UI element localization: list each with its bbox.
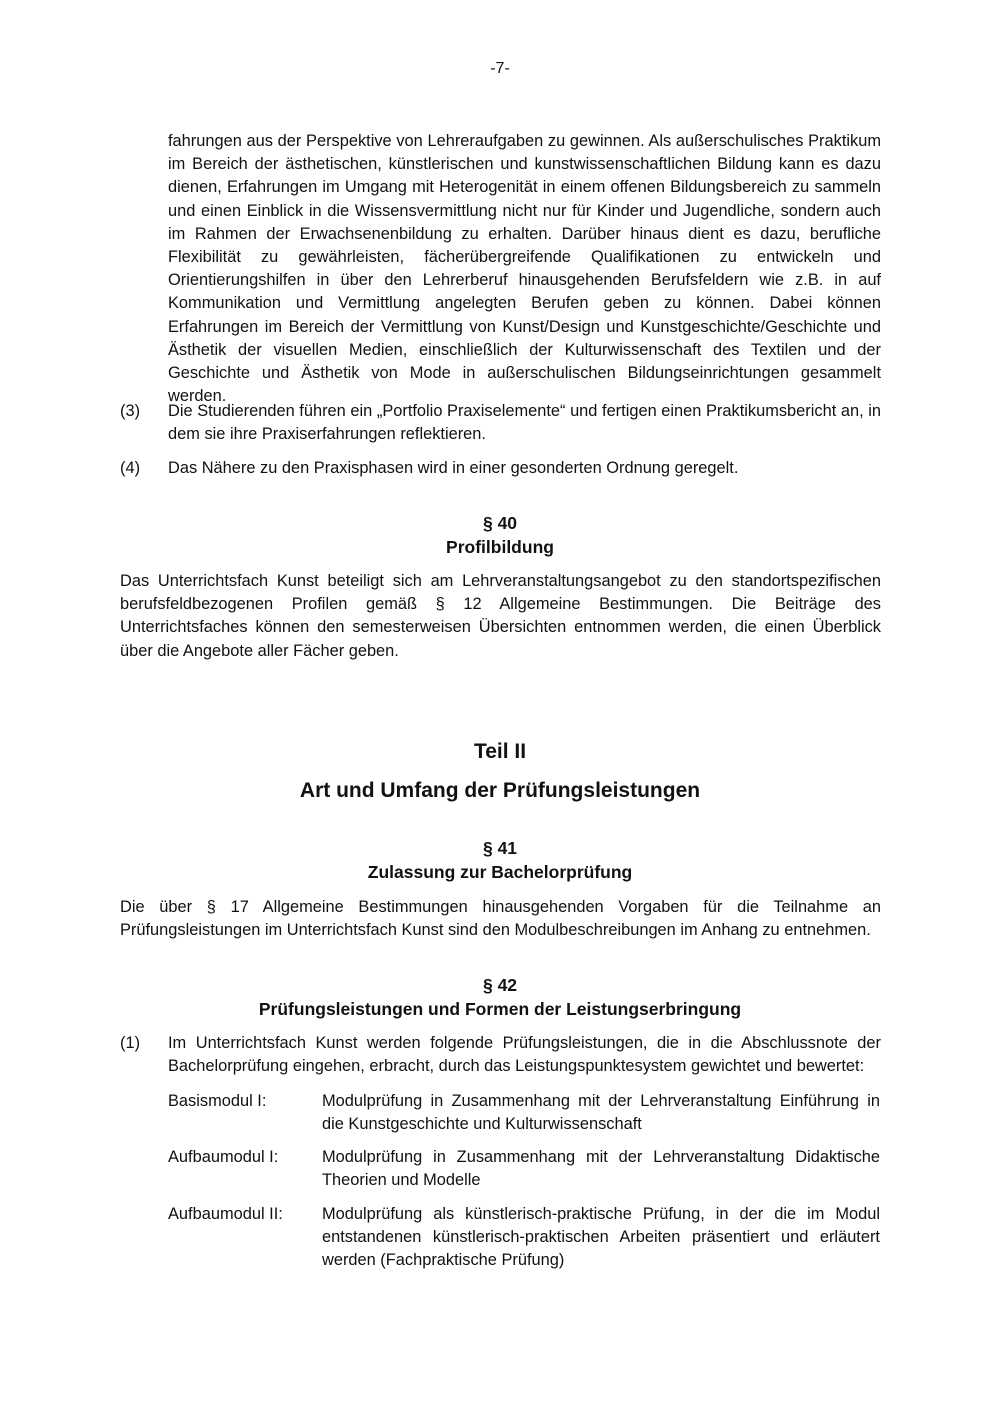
page-number: -7- [490, 60, 510, 77]
item-text: Im Unterrichtsfach Kunst werden folgende Prüfungsleistungen, die in die Abschlussnote der Bachelorprüfung eingehen, erbracht, durch das Leistungspunktesystem gewichtet und bewertet: [168, 1034, 881, 1076]
module-description: Modulprüfung in Zusammenhang mit der Lehrveranstaltung Einführung in die Kunstgeschichte und Kulturwissenschaft [322, 1092, 880, 1134]
list-item [120, 457, 881, 480]
section-number: § 40 [482, 513, 518, 533]
section-title: Prüfungsleistungen und Formen der Leistungserbringung [258, 999, 742, 1019]
section-title: Zulassung zur Bachelorprüfung [367, 862, 633, 882]
intro-paragraph: fahrungen aus der Perspektive von Lehreraufgaben zu gewinnen. Als außerschulisches Praktikum im Bereich der ästhetischen, künstlerischen und kunstwissenschaftlichen Bildung kann es dazu dienen, Erfahrungen im Umgang mit Heterogenität in einem offenen Bildungsbereich zu sammeln und einen Einblick in die Wissensvermittlung nicht nur für Kinder und Jugendliche, sondern auch im Rahmen der Erwachsenenbildung zu erhalten. Darüber hinaus dient es dazu, berufliche Flexibilität zu gewährleisten, fächerübergreifende Qualifikationen zu entwickeln und Orientierungshilfen in über den Lehrerberuf hinausgehenden Berufsfeldern wie z.B. in auf Kommunikation und Vermittlung angelegten Berufen geben zu können. Dabei können Erfahrungen im Bereich der Vermittlung von Kunst/Design und Kunstgeschichte/Geschichte und Ästhetik der visuellen Medien, einschließlich der Kulturwissenschaft des Textilen und der Geschichte und Ästhetik von Mode in außerschulischen Bildungseinrichtungen gesammelt werden. [168, 132, 881, 406]
item-number: (1) [120, 1034, 141, 1052]
item-text: Die Studierenden führen ein „Portfolio Praxiselemente“ und fertigen einen Praktikumsbericht an, in dem sie ihre Praxiserfahrungen reflektieren. [168, 402, 881, 444]
list-item [120, 400, 881, 446]
section-text: Die über § 17 Allgemeine Bestimmungen hinausgehenden Vorgaben für die Teilnahme an Prüfungsleistungen im Unterrichtsfach Kunst sind den Modulbeschreibungen im Anhang zu entnehmen. [120, 898, 881, 940]
section-number: § 42 [482, 975, 518, 995]
module-label: Basismodul I: [168, 1092, 267, 1110]
module-label: Aufbaumodul I: [168, 1148, 279, 1166]
item-text: Das Nähere zu den Praxisphasen wird in einer gesonderten Ordnung geregelt. [168, 459, 739, 477]
section-title: Profilbildung [446, 537, 554, 557]
item-number: (3) [120, 402, 141, 420]
part-label: Teil II [473, 740, 527, 763]
module-label: Aufbaumodul II: [168, 1205, 283, 1223]
module-description: Modulprüfung als künstlerisch-praktische Prüfung, in der die im Modul entstandenen künstlerisch-praktischen Arbeiten präsentiert und erläutert werden (Fachpraktische Prüfung) [322, 1205, 880, 1270]
part-title: Art und Umfang der Prüfungsleistungen [299, 779, 701, 802]
item-number: (4) [120, 459, 141, 477]
module-description: Modulprüfung in Zusammenhang mit der Lehrveranstaltung Didaktische Theorien und Modelle [322, 1148, 880, 1190]
section-text: Das Unterrichtsfach Kunst beteiligt sich am Lehrveranstaltungsangebot zu den standortspezifischen berufsfeldbezogenen Profilen gemäß § 12 Allgemeine Bestimmungen. Die Beiträge des Unterrichtsfaches können den semesterweisen Übersichten entnommen werden, die einen Überblick über die Angebote aller Fächer geben. [120, 572, 881, 660]
list-item [120, 1032, 881, 1078]
section-number: § 41 [482, 838, 518, 858]
